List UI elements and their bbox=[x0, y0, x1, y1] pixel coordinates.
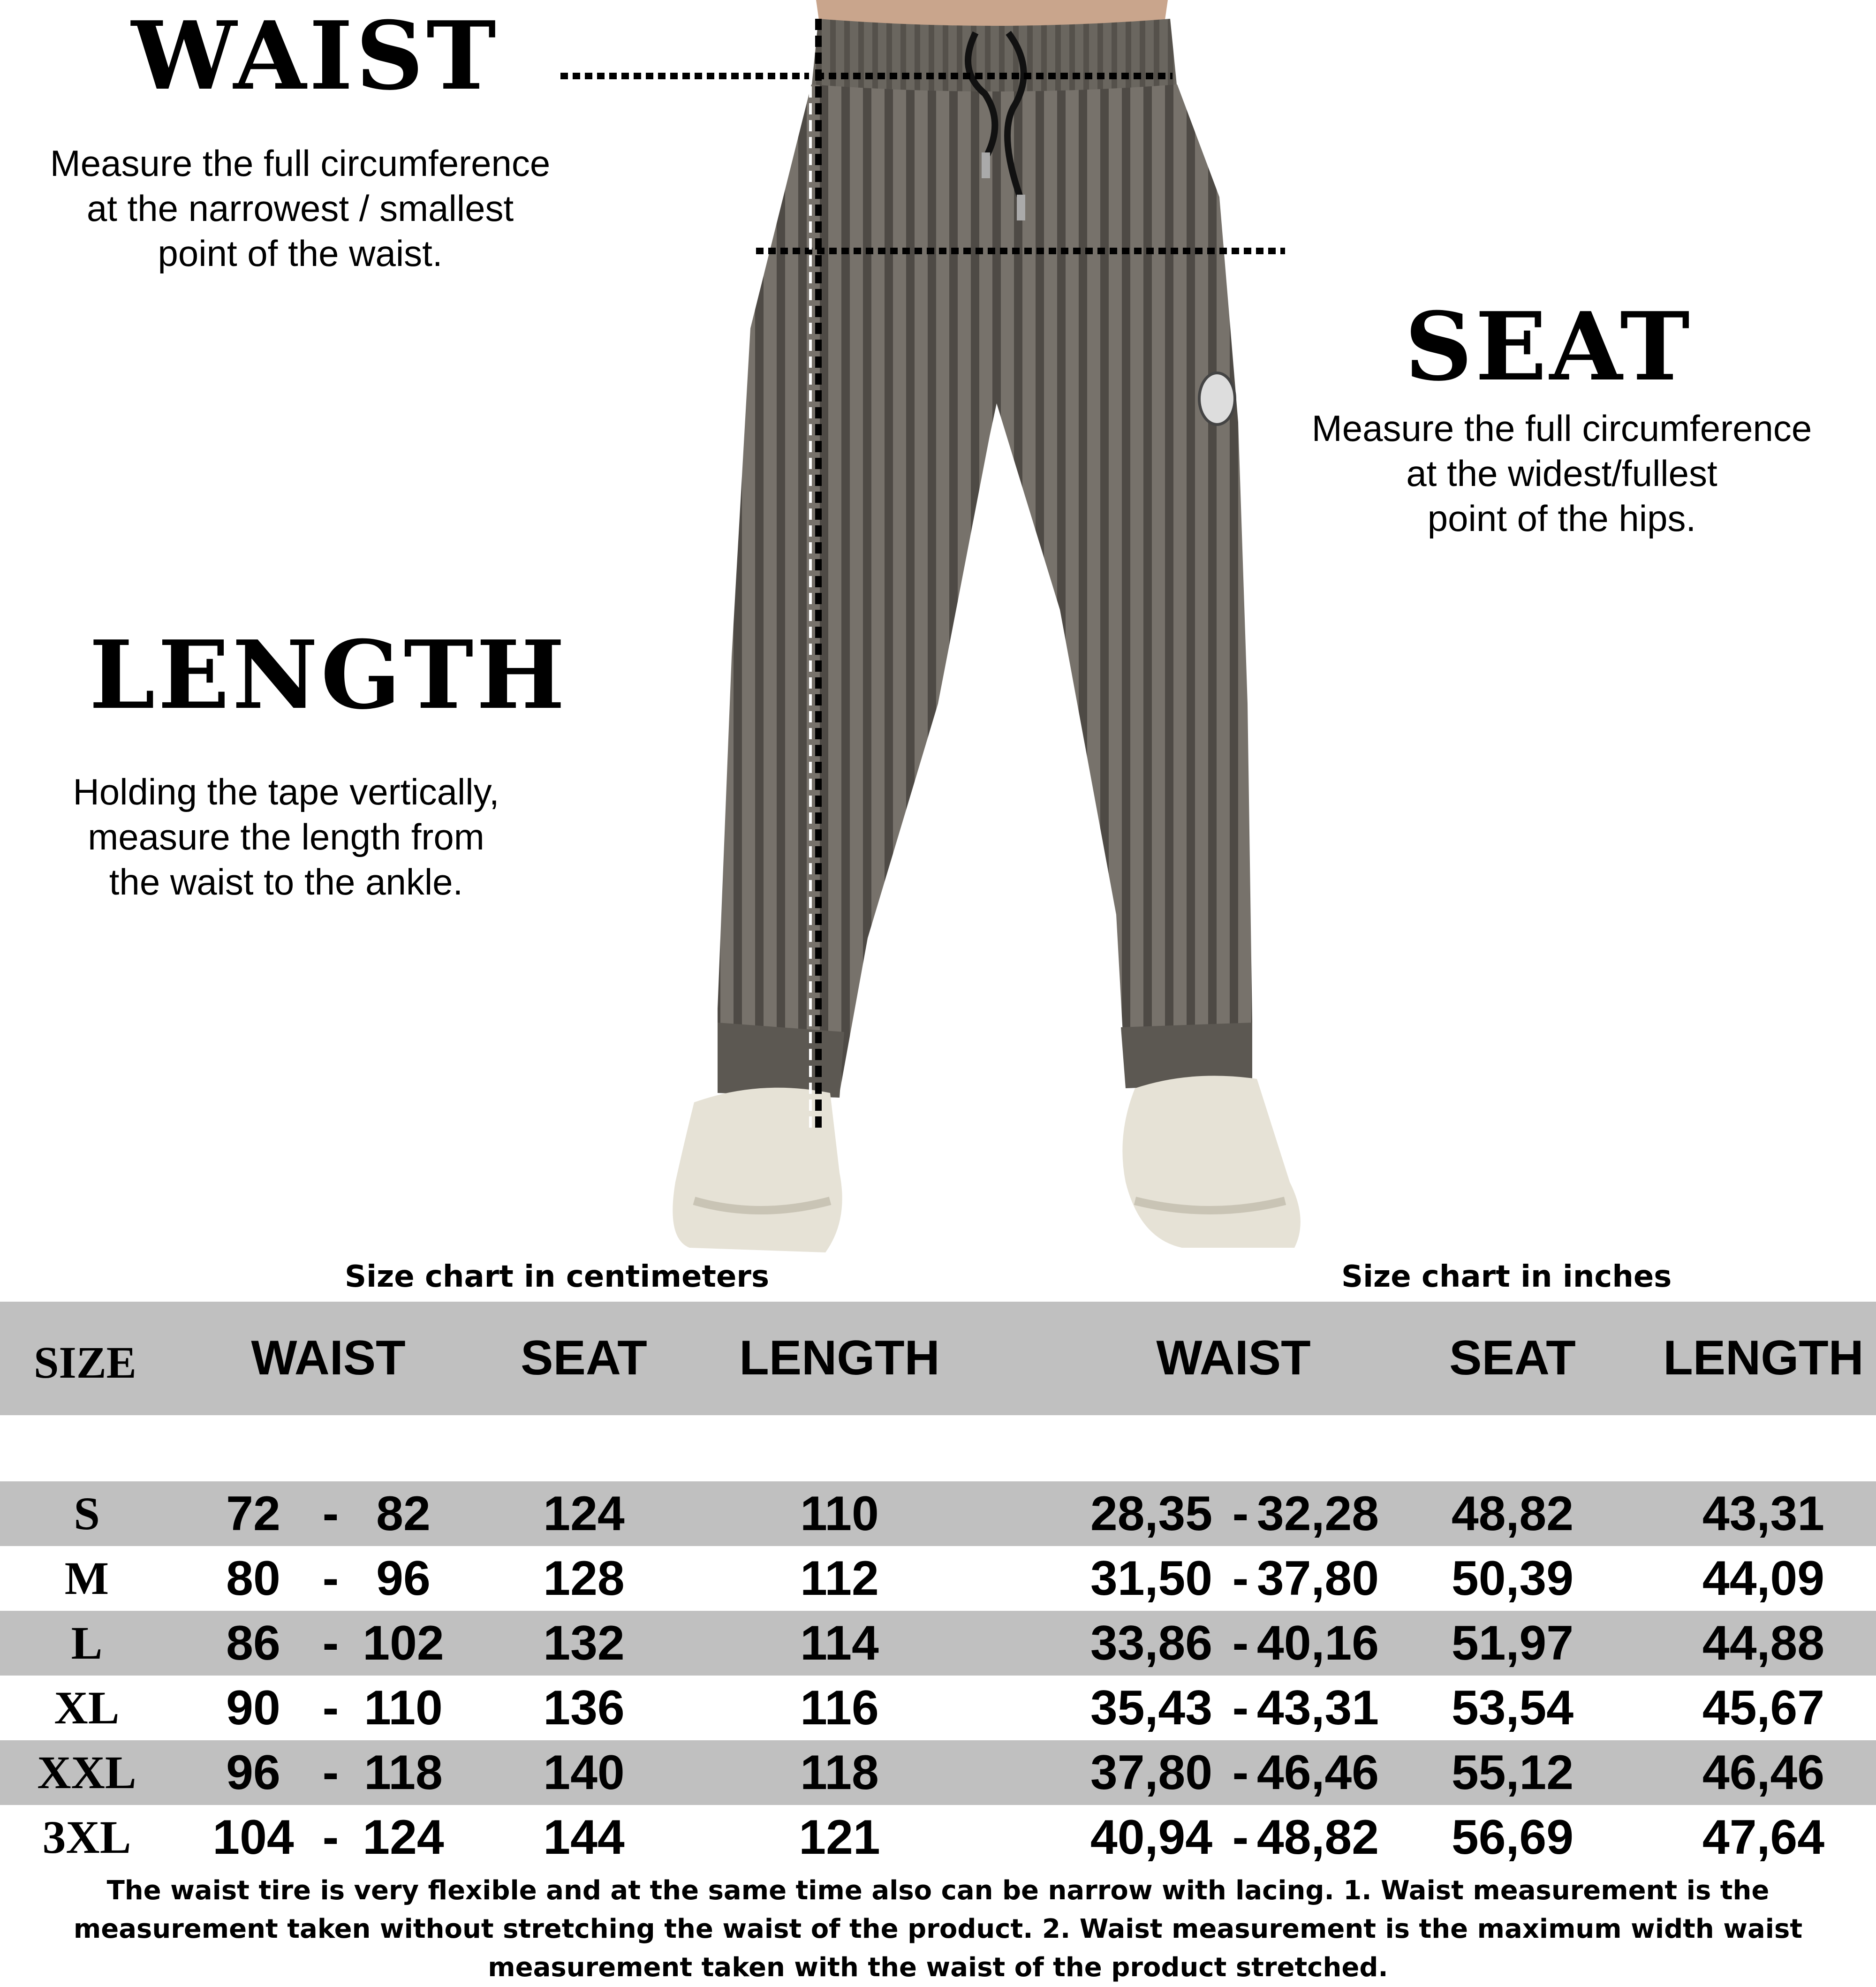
cell-cm-waist-max: 96 bbox=[376, 1551, 431, 1606]
cell-in-seat: 53,54 bbox=[1451, 1681, 1574, 1735]
cell-cm-length: 116 bbox=[800, 1681, 879, 1735]
cell-cm-waist-separator: - bbox=[322, 1486, 339, 1541]
header-in-seat: SEAT bbox=[1449, 1331, 1576, 1385]
seat-title: SEAT bbox=[1405, 292, 1693, 402]
header-in-length: LENGTH bbox=[1663, 1331, 1864, 1385]
cell-size: XL bbox=[54, 1682, 120, 1734]
cell-cm-seat: 136 bbox=[543, 1681, 625, 1735]
cell-cm-waist-separator: - bbox=[322, 1616, 339, 1670]
cell-cm-length: 110 bbox=[800, 1486, 879, 1541]
cell-in-seat: 48,82 bbox=[1451, 1486, 1574, 1541]
length-title: LENGTH bbox=[89, 620, 568, 730]
cell-cm-length: 112 bbox=[800, 1551, 879, 1606]
cell-in-waist-min: 28,35 bbox=[1090, 1486, 1213, 1541]
cell-in-waist-min: 31,50 bbox=[1090, 1551, 1213, 1606]
cell-cm-waist-min: 72 bbox=[226, 1486, 280, 1541]
cell-size: 3XL bbox=[42, 1811, 131, 1863]
cell-cm-waist-min: 86 bbox=[226, 1616, 280, 1670]
cell-size: XXL bbox=[37, 1746, 136, 1798]
cell-cm-waist-separator: - bbox=[322, 1745, 339, 1800]
cell-in-waist-max: 40,16 bbox=[1256, 1616, 1379, 1670]
cell-cm-waist-min: 96 bbox=[226, 1745, 280, 1800]
cell-in-waist-separator: - bbox=[1232, 1551, 1249, 1606]
cell-cm-length: 118 bbox=[800, 1745, 879, 1800]
cell-cm-seat: 124 bbox=[543, 1486, 625, 1541]
table-row bbox=[0, 1676, 1876, 1740]
cell-in-waist-min: 33,86 bbox=[1090, 1616, 1213, 1670]
cell-cm-waist-min: 104 bbox=[212, 1810, 294, 1865]
cell-cm-waist-max: 124 bbox=[363, 1810, 444, 1865]
cell-in-waist-separator: - bbox=[1232, 1810, 1249, 1865]
cell-in-waist-separator: - bbox=[1232, 1486, 1249, 1541]
header-size: SIZE bbox=[34, 1337, 136, 1388]
table-row bbox=[0, 1481, 1876, 1546]
header-cm-seat: SEAT bbox=[521, 1331, 647, 1385]
cell-in-length: 44,09 bbox=[1702, 1551, 1825, 1606]
cell-in-length: 43,31 bbox=[1702, 1486, 1825, 1541]
cell-in-waist-min: 35,43 bbox=[1090, 1681, 1213, 1735]
cell-in-waist-max: 32,28 bbox=[1256, 1486, 1379, 1541]
table-row bbox=[0, 1611, 1876, 1676]
cell-cm-waist-separator: - bbox=[322, 1810, 339, 1865]
cell-cm-waist-separator: - bbox=[322, 1681, 339, 1735]
cell-in-seat: 51,97 bbox=[1451, 1616, 1574, 1670]
cell-in-length: 44,88 bbox=[1702, 1616, 1825, 1670]
cell-cm-waist-max: 102 bbox=[363, 1616, 444, 1670]
cell-cm-waist-separator: - bbox=[322, 1551, 339, 1606]
cell-cm-waist-max: 118 bbox=[364, 1745, 443, 1800]
cell-in-waist-min: 40,94 bbox=[1090, 1810, 1213, 1865]
seat-description: Measure the full circumference at the widest/fullest point of the hips. bbox=[1311, 408, 1812, 539]
length-description: Holding the tape vertically, measure the length from the waist to the ankle. bbox=[73, 771, 499, 902]
cell-in-waist-max: 48,82 bbox=[1256, 1810, 1379, 1865]
cell-size: M bbox=[64, 1552, 109, 1604]
table-row bbox=[0, 1740, 1876, 1805]
caption-inches: Size chart in inches bbox=[1341, 1259, 1672, 1294]
cell-cm-seat: 144 bbox=[543, 1810, 625, 1865]
cell-size: S bbox=[74, 1487, 100, 1540]
header-cm-length: LENGTH bbox=[739, 1331, 940, 1385]
waist-title: WAIST bbox=[131, 1, 499, 111]
cell-cm-seat: 128 bbox=[543, 1551, 625, 1606]
cell-cm-length: 121 bbox=[799, 1810, 880, 1865]
cell-in-seat: 55,12 bbox=[1451, 1745, 1574, 1800]
cell-in-waist-min: 37,80 bbox=[1090, 1745, 1213, 1800]
cell-in-seat: 56,69 bbox=[1451, 1810, 1574, 1865]
header-in-waist: WAIST bbox=[1156, 1331, 1311, 1385]
cell-cm-length: 114 bbox=[800, 1616, 879, 1670]
cell-cm-seat: 132 bbox=[543, 1616, 625, 1670]
caption-centimeters: Size chart in centimeters bbox=[345, 1259, 770, 1294]
cell-cm-waist-max: 110 bbox=[364, 1681, 443, 1735]
cell-in-waist-max: 46,46 bbox=[1256, 1745, 1379, 1800]
cell-in-length: 47,64 bbox=[1702, 1810, 1825, 1865]
cell-in-waist-max: 37,80 bbox=[1256, 1551, 1379, 1606]
cell-cm-waist-min: 90 bbox=[226, 1681, 280, 1735]
cell-in-seat: 50,39 bbox=[1451, 1551, 1574, 1606]
cell-in-waist-separator: - bbox=[1232, 1681, 1249, 1735]
cell-in-waist-separator: - bbox=[1232, 1616, 1249, 1670]
cell-in-length: 45,67 bbox=[1702, 1681, 1825, 1735]
cell-cm-waist-min: 80 bbox=[226, 1551, 280, 1606]
waist-description: Measure the full circumference at the narrowest / smallest point of the waist. bbox=[50, 143, 551, 274]
cell-in-waist-separator: - bbox=[1232, 1745, 1249, 1800]
cell-in-length: 46,46 bbox=[1702, 1745, 1825, 1800]
cell-in-waist-max: 43,31 bbox=[1256, 1681, 1379, 1735]
cell-cm-seat: 140 bbox=[543, 1745, 625, 1800]
footnote: The waist tire is very flexible and at the same time also can be narrow with lacing. 1. Waist measurement is the measurement taken without stretching the waist of the product. 2. Waist measurement is the maximum width waist measurement taken with the waist of the product stretched. bbox=[73, 1875, 1803, 1983]
header-cm-waist: WAIST bbox=[251, 1331, 406, 1385]
table-row bbox=[0, 1546, 1876, 1611]
cell-size: L bbox=[71, 1617, 103, 1669]
table-row bbox=[0, 1805, 1876, 1870]
cell-cm-waist-max: 82 bbox=[376, 1486, 431, 1541]
